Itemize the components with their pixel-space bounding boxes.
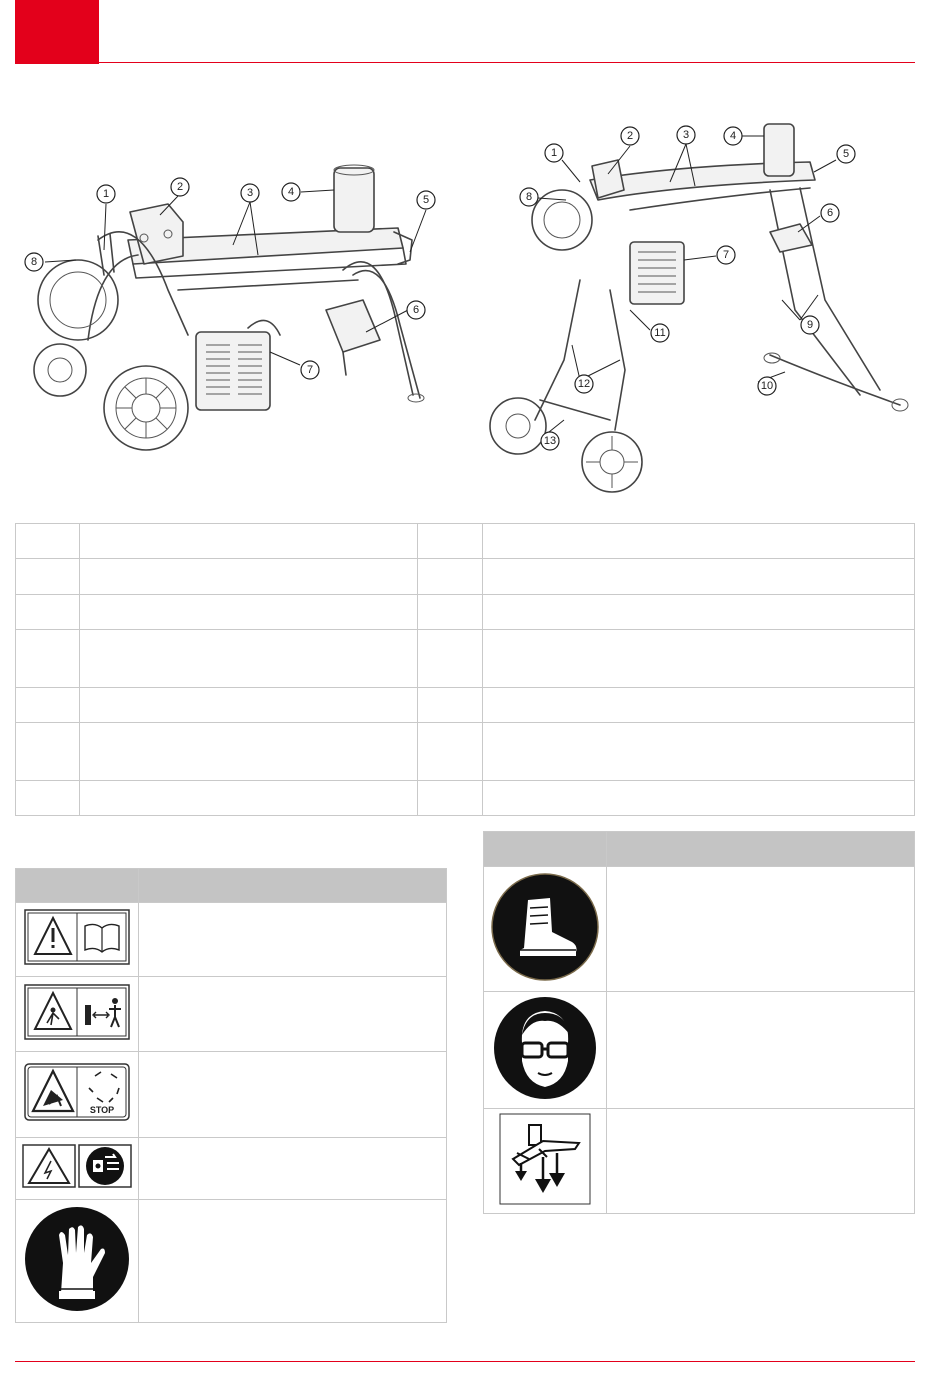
part-name-cell bbox=[80, 524, 418, 559]
svg-text:5: 5 bbox=[422, 194, 430, 206]
table-row bbox=[16, 524, 915, 559]
table-row bbox=[484, 867, 915, 992]
svg-text:2: 2 bbox=[176, 181, 184, 193]
part-name-cell bbox=[483, 595, 915, 630]
footer-rule bbox=[15, 1361, 915, 1362]
part-name-cell bbox=[80, 688, 418, 723]
svg-text:4: 4 bbox=[729, 130, 737, 142]
callout-5 bbox=[837, 145, 855, 163]
part-number-cell bbox=[418, 688, 483, 723]
safety-symbols-table-right bbox=[483, 831, 915, 1214]
part-number-cell bbox=[418, 630, 483, 688]
header-rule bbox=[15, 62, 915, 63]
table-row bbox=[484, 1109, 915, 1214]
safety-boots-icon bbox=[490, 872, 600, 982]
part-number-cell bbox=[16, 723, 80, 781]
svg-text:8: 8 bbox=[525, 191, 533, 203]
symbol-column-header bbox=[16, 869, 139, 903]
table-row bbox=[484, 992, 915, 1109]
eye-protection-icon bbox=[492, 995, 598, 1101]
svg-text:7: 7 bbox=[306, 364, 314, 376]
part-name-cell bbox=[80, 723, 418, 781]
svg-text:4: 4 bbox=[287, 186, 295, 198]
log-splitter-illustration-front bbox=[18, 160, 448, 460]
meaning-column-header bbox=[607, 832, 915, 867]
callout-4 bbox=[282, 183, 300, 201]
svg-text:8: 8 bbox=[30, 256, 38, 268]
part-number-cell bbox=[16, 559, 80, 595]
callout-7 bbox=[301, 361, 319, 379]
svg-text:13: 13 bbox=[543, 435, 557, 447]
hand-crush-stop-icon bbox=[23, 1062, 131, 1122]
part-number-cell bbox=[16, 781, 80, 816]
part-name-cell bbox=[483, 781, 915, 816]
callout-6 bbox=[407, 301, 425, 319]
part-name-cell bbox=[80, 559, 418, 595]
table-row bbox=[16, 977, 447, 1052]
callout-8 bbox=[520, 188, 538, 206]
part-number-cell bbox=[418, 781, 483, 816]
svg-text:3: 3 bbox=[246, 187, 254, 199]
svg-text:6: 6 bbox=[412, 304, 420, 316]
symbol-meaning bbox=[139, 1052, 447, 1138]
callout-6 bbox=[821, 204, 839, 222]
part-name-cell bbox=[483, 630, 915, 688]
part-name-cell bbox=[80, 595, 418, 630]
symbol-meaning bbox=[139, 903, 447, 977]
keep-distance-icon bbox=[23, 983, 131, 1041]
symbol-meaning bbox=[139, 977, 447, 1052]
symbol-meaning bbox=[607, 867, 915, 992]
callout-9 bbox=[801, 316, 819, 334]
header-red-block bbox=[15, 0, 99, 64]
callout-2 bbox=[621, 127, 639, 145]
part-name-cell bbox=[483, 723, 915, 781]
table-row bbox=[16, 903, 447, 977]
part-name-cell bbox=[483, 559, 915, 595]
part-number-cell bbox=[418, 595, 483, 630]
table-row bbox=[16, 723, 915, 781]
part-name-cell bbox=[483, 688, 915, 723]
symbol-meaning bbox=[607, 1109, 915, 1214]
callout-12 bbox=[575, 375, 593, 393]
symbol-meaning bbox=[607, 992, 915, 1109]
callout-8 bbox=[25, 253, 43, 271]
part-name-cell bbox=[80, 630, 418, 688]
callout-4 bbox=[724, 127, 742, 145]
log-splitter-illustration-trolley bbox=[480, 120, 920, 500]
electric-unplug-icon bbox=[21, 1143, 133, 1189]
table-header-row bbox=[16, 869, 447, 903]
callout-3 bbox=[677, 126, 695, 144]
callout-10 bbox=[758, 377, 776, 395]
table-row bbox=[16, 1052, 447, 1138]
part-number-cell bbox=[16, 630, 80, 688]
svg-text:2: 2 bbox=[626, 130, 634, 142]
falling-logs-icon bbox=[499, 1113, 591, 1205]
part-name-cell bbox=[483, 524, 915, 559]
part-number-cell bbox=[16, 595, 80, 630]
svg-text:1: 1 bbox=[102, 188, 110, 200]
meaning-column-header bbox=[139, 869, 447, 903]
wear-gloves-icon bbox=[23, 1205, 131, 1313]
table-row bbox=[16, 781, 915, 816]
table-row bbox=[16, 1138, 447, 1200]
callout-1 bbox=[545, 144, 563, 162]
svg-text:7: 7 bbox=[722, 249, 730, 261]
symbol-meaning bbox=[139, 1200, 447, 1323]
callout-11 bbox=[651, 324, 669, 342]
table-row bbox=[16, 688, 915, 723]
svg-text:12: 12 bbox=[577, 378, 591, 390]
svg-text:11: 11 bbox=[654, 327, 666, 339]
callout-5 bbox=[417, 191, 435, 209]
callout-13 bbox=[541, 432, 559, 450]
svg-text:5: 5 bbox=[842, 148, 850, 160]
parts-table bbox=[15, 523, 915, 816]
callout-2 bbox=[171, 178, 189, 196]
symbol-meaning bbox=[139, 1138, 447, 1200]
part-name-cell bbox=[80, 781, 418, 816]
part-number-cell bbox=[16, 524, 80, 559]
part-number-cell bbox=[418, 723, 483, 781]
part-number-cell bbox=[418, 559, 483, 595]
svg-text:10: 10 bbox=[760, 380, 774, 392]
callout-3 bbox=[241, 184, 259, 202]
svg-text:1: 1 bbox=[550, 147, 558, 159]
symbol-column-header bbox=[484, 832, 607, 867]
part-number-cell bbox=[418, 524, 483, 559]
table-header-row bbox=[484, 832, 915, 867]
table-row bbox=[16, 1200, 447, 1323]
svg-text:6: 6 bbox=[826, 207, 834, 219]
svg-text:9: 9 bbox=[806, 319, 814, 331]
callout-7 bbox=[717, 246, 735, 264]
table-row bbox=[16, 595, 915, 630]
svg-text:3: 3 bbox=[682, 129, 690, 141]
callout-1 bbox=[97, 185, 115, 203]
table-row bbox=[16, 630, 915, 688]
warning-read-manual-icon bbox=[23, 908, 131, 966]
safety-symbols-table-left bbox=[15, 868, 447, 1323]
stop-label: STOP bbox=[89, 1105, 115, 1115]
table-row bbox=[16, 559, 915, 595]
part-number-cell bbox=[16, 688, 80, 723]
